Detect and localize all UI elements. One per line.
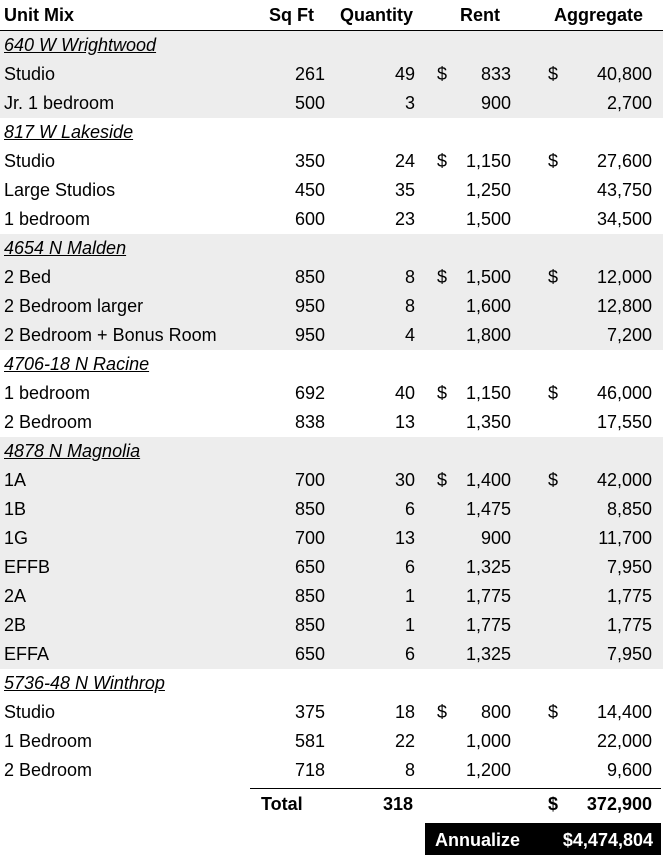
unit-sqft: 850 [294,499,325,519]
table-row [0,553,663,582]
unit-name: Large Studios [4,180,116,200]
table-row [0,466,663,495]
unit-sqft: 700 [294,470,325,490]
annualize-value: $4,474,804 [562,830,653,850]
aggregate-currency: $ [548,64,559,84]
table-row [0,205,663,234]
unit-sqft: 950 [294,296,325,316]
unit-name: 2A [4,586,27,606]
unit-sqft: 500 [294,93,325,113]
table-row [0,698,663,727]
unit-name: 2 Bedroom larger [4,296,144,316]
unit-name: Jr. 1 bedroom [4,93,115,113]
unit-quantity: 49 [394,64,415,84]
aggregate-currency: $ [548,702,559,722]
unit-aggregate: 42,000 [596,470,652,490]
table-row [0,756,663,785]
unit-quantity: 13 [394,412,415,432]
unit-rent: 1,475 [465,499,511,519]
table-row [0,727,663,756]
unit-sqft: 692 [294,383,325,403]
unit-aggregate: 12,800 [596,296,652,316]
unit-sqft: 850 [294,267,325,287]
unit-aggregate: 1,775 [606,586,652,606]
unit-name: 1B [4,499,27,519]
unit-rent: 1,775 [465,586,511,606]
table-row [0,408,663,437]
unit-sqft: 600 [294,209,325,229]
table-row [0,147,663,176]
table-row [0,89,663,118]
property-name: 4654 N Malden [4,238,127,258]
table-body [0,31,663,785]
table-row [0,611,663,640]
aggregate-currency: $ [548,267,559,287]
unit-rent: 1,150 [465,383,511,403]
unit-rent: 1,150 [465,151,511,171]
rent-currency: $ [437,267,448,287]
unit-name: 1G [4,528,29,548]
unit-sqft: 718 [294,760,325,780]
unit-rent: 1,500 [465,267,511,287]
rent-currency: $ [437,64,448,84]
unit-aggregate: 40,800 [596,64,652,84]
aggregate-currency: $ [548,151,559,171]
unit-quantity: 1 [404,615,415,635]
unit-quantity: 8 [404,760,415,780]
unit-quantity: 8 [404,296,415,316]
unit-name: 2 Bedroom [4,412,93,432]
property-row [0,437,663,466]
unit-aggregate: 17,550 [596,412,652,432]
unit-sqft: 700 [294,528,325,548]
unit-name: 2 Bedroom + Bonus Room [4,325,217,345]
property-row [0,31,663,60]
unit-rent: 800 [480,702,511,722]
unit-quantity: 24 [394,151,415,171]
property-name: 640 W Wrightwood [4,35,157,55]
header-sq-ft: Sq Ft [269,5,314,25]
total-label: Total [261,794,303,814]
unit-rent: 1,325 [465,557,511,577]
property-name: 4878 N Magnolia [4,441,141,461]
unit-name: 2 Bed [4,267,52,287]
table-row [0,582,663,611]
unit-aggregate: 46,000 [596,383,652,403]
unit-aggregate: 2,700 [606,93,652,113]
unit-aggregate: 43,750 [596,180,652,200]
unit-sqft: 650 [294,557,325,577]
unit-rent: 1,775 [465,615,511,635]
unit-name: EFFB [4,557,51,577]
aggregate-currency: $ [548,470,559,490]
total-aggregate: 372,900 [586,794,652,814]
property-row [0,669,663,698]
unit-rent: 1,600 [465,296,511,316]
table-row [0,495,663,524]
header-quantity: Quantity [340,5,414,25]
unit-aggregate: 7,950 [606,557,652,577]
unit-aggregate: 7,950 [606,644,652,664]
unit-aggregate: 34,500 [596,209,652,229]
unit-quantity: 18 [394,702,415,722]
total-quantity: 318 [382,794,413,814]
annualize-label: Annualize [435,830,521,850]
unit-rent: 1,400 [465,470,511,490]
table-row [0,263,663,292]
unit-quantity: 1 [404,586,415,606]
unit-sqft: 950 [294,325,325,345]
unit-rent: 1,325 [465,644,511,664]
unit-sqft: 850 [294,586,325,606]
unit-sqft: 838 [294,412,325,432]
rent-currency: $ [437,470,448,490]
unit-quantity: 13 [394,528,415,548]
property-row [0,118,663,147]
property-row [0,350,663,379]
unit-quantity: 35 [394,180,415,200]
unit-name: EFFA [4,644,50,664]
unit-sqft: 375 [294,702,325,722]
unit-rent: 1,200 [465,760,511,780]
unit-aggregate: 11,700 [598,528,652,548]
unit-quantity: 6 [404,644,415,664]
unit-name: Studio [4,64,56,84]
table-row [0,292,663,321]
unit-sqft: 581 [294,731,325,751]
unit-rent: 833 [480,64,511,84]
header-unit-mix: Unit Mix [4,5,74,25]
table-row [0,60,663,89]
unit-quantity: 3 [404,93,415,113]
header-rent: Rent [460,5,500,25]
unit-quantity: 6 [404,557,415,577]
unit-aggregate: 8,850 [606,499,652,519]
unit-rent: 1,250 [465,180,511,200]
unit-aggregate: 9,600 [606,760,652,780]
rent-currency: $ [437,702,448,722]
table-row [0,524,663,553]
unit-sqft: 450 [294,180,325,200]
property-name: 4706-18 N Racine [4,354,150,374]
unit-quantity: 30 [394,470,415,490]
unit-aggregate: 7,200 [606,325,652,345]
unit-name: Studio [4,702,56,722]
unit-quantity: 22 [394,731,415,751]
unit-aggregate: 12,000 [596,267,652,287]
unit-rent: 1,800 [465,325,511,345]
unit-quantity: 8 [404,267,415,287]
unit-sqft: 650 [294,644,325,664]
unit-rent: 900 [480,93,511,113]
unit-rent: 1,500 [465,209,511,229]
unit-aggregate: 22,000 [596,731,652,751]
unit-rent: 900 [480,528,511,548]
unit-name: 1A [4,470,27,490]
unit-quantity: 4 [404,325,415,345]
unit-aggregate: 14,400 [596,702,652,722]
property-name: 817 W Lakeside [4,122,134,142]
unit-sqft: 850 [294,615,325,635]
rent-currency: $ [437,383,448,403]
annualize-box [425,823,661,855]
property-row [0,234,663,263]
unit-aggregate: 27,600 [596,151,652,171]
unit-quantity: 6 [404,499,415,519]
property-name: 5736-48 N Winthrop [4,673,165,693]
unit-name: 1 bedroom [4,209,91,229]
table-row [0,321,663,350]
unit-name: 1 Bedroom [4,731,93,751]
unit-name: 2B [4,615,27,635]
unit-name: Studio [4,151,56,171]
table-row [0,176,663,205]
unit-name: 2 Bedroom [4,760,93,780]
unit-rent: 1,000 [465,731,511,751]
table-row [0,379,663,408]
unit-sqft: 261 [294,64,325,84]
total-currency: $ [548,794,559,814]
header-aggregate: Aggregate [554,5,644,25]
unit-name: 1 bedroom [4,383,91,403]
unit-sqft: 350 [294,151,325,171]
unit-quantity: 23 [394,209,415,229]
unit-rent: 1,350 [465,412,511,432]
aggregate-currency: $ [548,383,559,403]
rent-currency: $ [437,151,448,171]
unit-quantity: 40 [394,383,415,403]
table-row [0,640,663,669]
total-row [0,788,663,820]
unit-aggregate: 1,775 [606,615,652,635]
header-row [0,0,663,31]
